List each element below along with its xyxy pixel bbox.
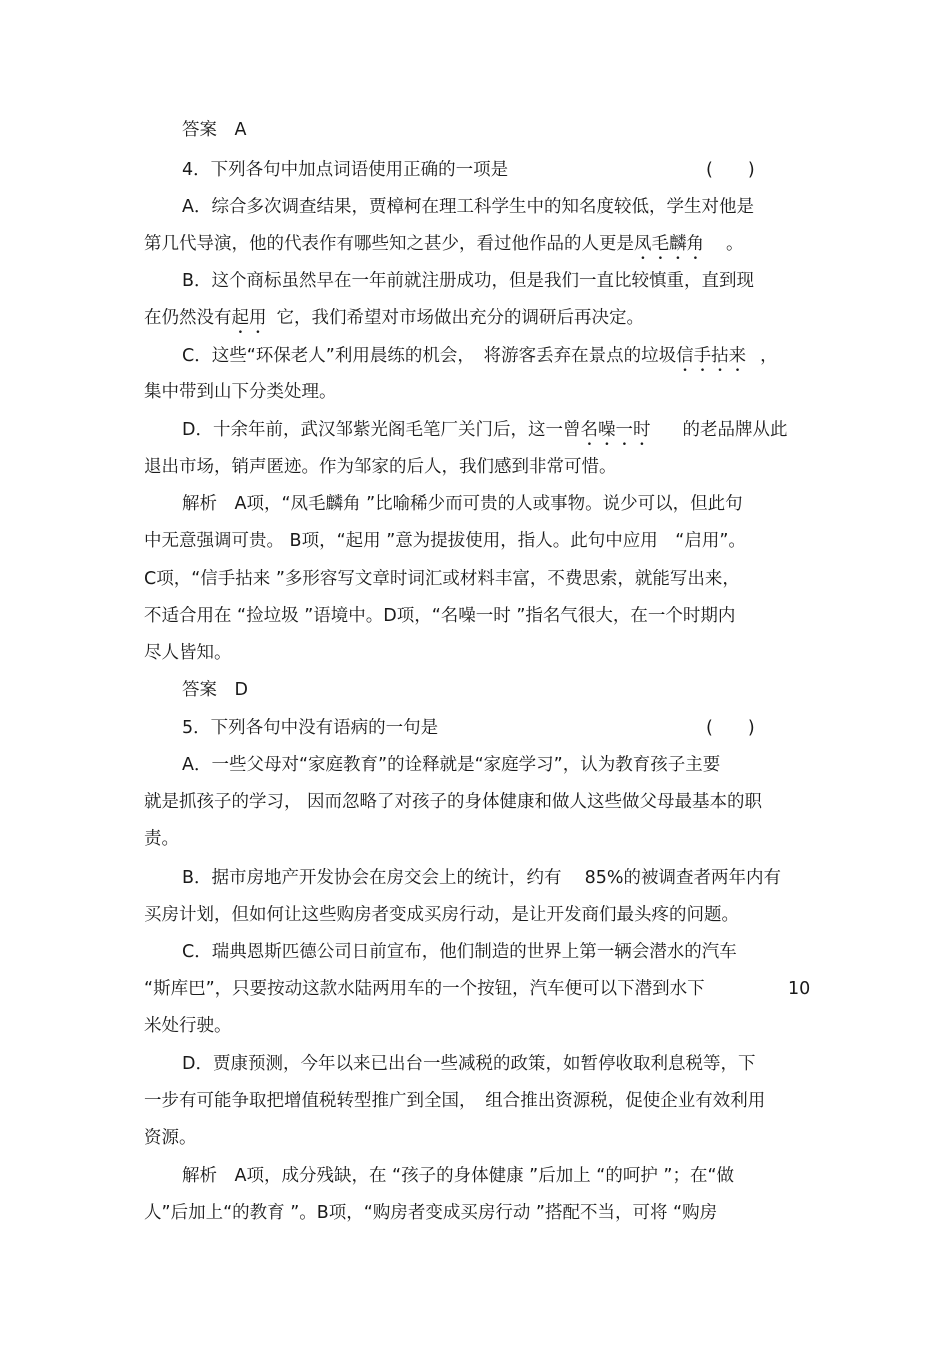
q4-stem: 4．下列各句中加点词语使用正确的一项是 xyxy=(182,160,509,180)
q4-option-d-line2: 退出市场，销声匿迹。作为邹家的后人，我们感到非常可惜。 xyxy=(144,457,617,477)
q4-option-b-line2 xyxy=(144,306,644,338)
q5-option-c-line2: “斯库巴”，只要按动这款水陆两用车的一个按钮，汽车便可以下潜到水下 xyxy=(144,979,705,999)
q5-stem: 5．下列各句中没有语病的一句是 xyxy=(182,718,439,738)
q4-answer-parentheses: ( ) xyxy=(706,160,755,180)
q3-answer: 答案 A xyxy=(182,120,247,140)
q4-option-c-tail: ， xyxy=(760,346,778,366)
q4-option-b-line1: B．这个商标虽然早在一年前就注册成功，但是我们一直比较慎重，直到现 xyxy=(182,271,755,291)
q4-option-a-line2 xyxy=(144,232,744,264)
q5-option-d-line2: 一步有可能争取把增值税转型推广到全国， 组合推出资源税，促使企业有效利用 xyxy=(144,1091,766,1111)
q4-option-c-line2: 集中带到山下分类处理。 xyxy=(144,382,337,402)
q4-answer: 答案 D xyxy=(182,680,248,700)
q4-option-c-dotted-phrase: 信手拈来 xyxy=(676,346,747,366)
q5-option-d-line3: 资源。 xyxy=(144,1128,197,1148)
q4-option-b-text: 在仍然没有 xyxy=(144,308,232,328)
q5-answer-parentheses: ( ) xyxy=(706,718,755,738)
q5-option-d-line1: D．贾康预测，今年以来已出台一些减税的政策，如暂停收取利息税等，下 xyxy=(182,1054,756,1074)
q5-option-a-line3: 责。 xyxy=(144,829,179,849)
q4-option-a-dotted-phrase: 凤毛麟角 xyxy=(634,234,704,254)
q4-explanation-line2: 中无意强调可贵。 B项，“起用 ”意为提拔使用，指人。此句中应用 “启用”。 xyxy=(144,531,746,551)
q4-explanation-line3: C项，“信手拈来 ”多形容写文章时词汇或材料丰富，不费思索，就能写出来， xyxy=(144,569,740,589)
q4-option-b-tail: 它，我们希望对市场做出充分的调研后再决定。 xyxy=(276,308,644,328)
q4-option-a-text: 第几代导演，他的代表作有哪些知之甚少，看过他作品的人更是 xyxy=(144,234,634,254)
q5-option-a-line1: A．一些父母对“家庭教育”的诠释就是“家庭学习”，认为教育孩子主要 xyxy=(182,755,721,775)
q4-explanation-line5: 尽人皆知。 xyxy=(144,643,232,663)
q4-option-d-line1 xyxy=(182,418,787,450)
q4-option-d-dotted-phrase: 名噪一时 xyxy=(580,420,651,440)
q4-option-c-line1 xyxy=(182,344,778,376)
q4-option-a-tail: 。 xyxy=(726,234,744,254)
q4-option-d-tail: 的老品牌从此 xyxy=(682,420,788,440)
q5-option-a-line2: 就是抓孩子的学习， 因而忽略了对孩子的身体健康和做人这些做父母最基本的职 xyxy=(144,792,763,812)
q5-explanation-line1: 解析 A项，成分残缺，在 “孩子的身体健康 ”后加上 “的呵护 ”；在“做 xyxy=(182,1166,735,1186)
q5-explanation-line2: 人”后加上“的教育 ”。B项，“购房者变成买房行动 ”搭配不当，可将 “购房 xyxy=(144,1203,718,1223)
q4-option-d-text: D．十余年前，武汉邹紫光阁毛笔厂关门后，这一曾 xyxy=(182,420,581,440)
q4-option-c-text: C．这些“环保老人”利用晨练的机会， 将游客丢弃在景点的垃圾 xyxy=(182,346,677,366)
q4-explanation-line1: 解析 A项，“凤毛麟角 ”比喻稀少而可贵的人或事物。说少可以，但此句 xyxy=(182,494,743,514)
q5-option-c-line1: C．瑞典恩斯匹德公司日前宣布，他们制造的世界上第一辆会潜水的汽车 xyxy=(182,942,737,962)
q5-option-c-number: 10 xyxy=(788,979,811,999)
q4-option-a-line1: A．综合多次调查结果，贾樟柯在理工科学生中的知名度较低，学生对他是 xyxy=(182,197,754,217)
q5-option-b-line2: 买房计划，但如何让这些购房者变成买房行动，是让开发商们最头疼的问题。 xyxy=(144,905,739,925)
q5-option-b-line1: B．据市房地产开发协会在房交会上的统计，约有 85%的被调查者两年内有 xyxy=(182,868,781,888)
q4-explanation-line4: 不适合用在 “捡垃圾 ”语境中。D项，“名噪一时 ”指名气很大，在一个时期内 xyxy=(144,606,736,626)
q4-option-b-dotted-phrase: 起用 xyxy=(231,308,267,328)
q5-option-c-line3: 米处行驶。 xyxy=(144,1016,232,1036)
